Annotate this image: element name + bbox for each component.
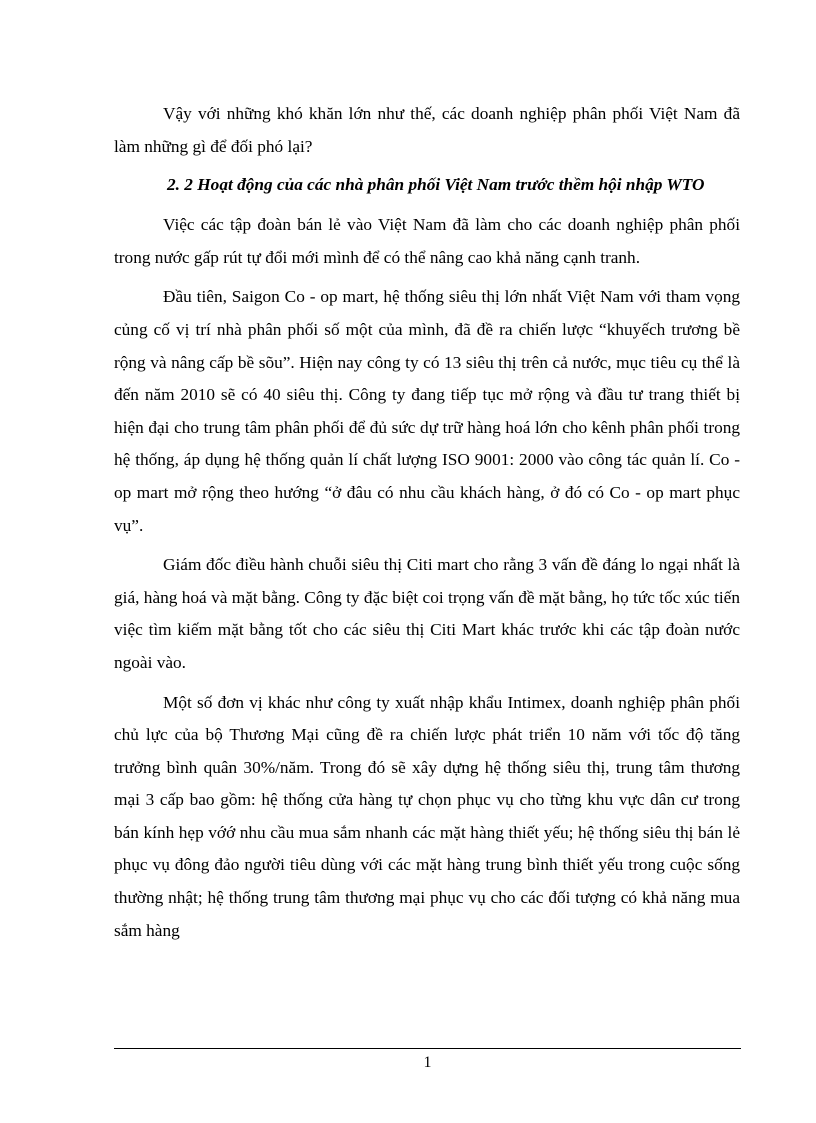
body-paragraph: Việc các tập đoàn bán lẻ vào Việt Nam đã làm cho các doanh nghiệp phân phối trong nước gấp rút tự đổi mới mình để có thể nâng cao khả năng cạnh tranh. <box>114 215 740 267</box>
body-paragraph: Một số đơn vị khác như công ty xuất nhập khẩu Intimex, doanh nghiệp phân phối chủ lực của bộ Thương Mại cũng đề ra chiến lược phát triển 10 năm với tốc độ tăng trưởng bình quân 30%/năm. Trong đó sẽ xây dựng hệ thống siêu thị, trung tâm thương mại 3 cấp bao gồm: hệ thống cửa hàng tự chọn phục vụ cho từng khu vực dân cư trong bán kính hẹp vớớ nhu cầu mua sắm nhanh các mặt hàng thiết yếu; hệ thống siêu thị bán lẻ phục vụ đông đảo người tiêu dùng với các mặt hàng trung bình thiết yếu trong cuộc sống thường nhật; hệ thống trung tâm thương mại phục vụ cho các đối tượng có khả năng mua sắm hàng <box>114 692 740 940</box>
footer-divider <box>114 1048 741 1049</box>
section-heading: 2. 2 Hoạt động của các nhà phân phối Việt Nam trước thềm hội nhập WTO <box>167 175 705 195</box>
intro-paragraph: Vậy với những khó khăn lớn như thế, các doanh nghiệp phân phối Việt Nam đã làm những gì để đối phó lại? <box>114 104 740 156</box>
page-body <box>114 98 740 947</box>
body-paragraph: Đầu tiên, Saigon Co - op mart, hệ thống siêu thị lớn nhất Việt Nam với tham vọng củng cố vị trí nhà phân phối số một của mình, đã đề ra chiến lược “khuyếch trương bề rộng và nâng cấp bề sõu”. Hiện nay công ty có 13 siêu thị trên cả nước, mục tiêu cụ thể là đến năm 2010 sẽ có 40 siêu thị. Công ty đang tiếp tục mở rộng và đầu tư trang thiết bị hiện đại cho trung tâm phân phối để đủ sức dự trữ hàng hoá lớn cho kênh phân phối trong hệ thống, áp dụng hệ thống quản lí chất lượng ISO 9001: 2000 vào công tác quản lí. Co - op mart mở rộng theo hướng “ở đâu có nhu cầu khách hàng, ở đó có Co - op mart phục vụ”. <box>114 287 740 535</box>
body-paragraph: Giám đốc điều hành chuỗi siêu thị Citi mart cho rằng 3 vấn đề đáng lo ngại nhất là giá, hàng hoá và mặt bằng. Công ty đặc biệt coi trọng vấn đề mặt bằng, họ tức tốc xúc tiến việc tìm kiếm mặt bằng tốt cho các siêu thị Citi Mart khác trước khi các tập đoàn nước ngoài vào. <box>114 555 740 672</box>
page-number: 1 <box>423 1054 432 1071</box>
